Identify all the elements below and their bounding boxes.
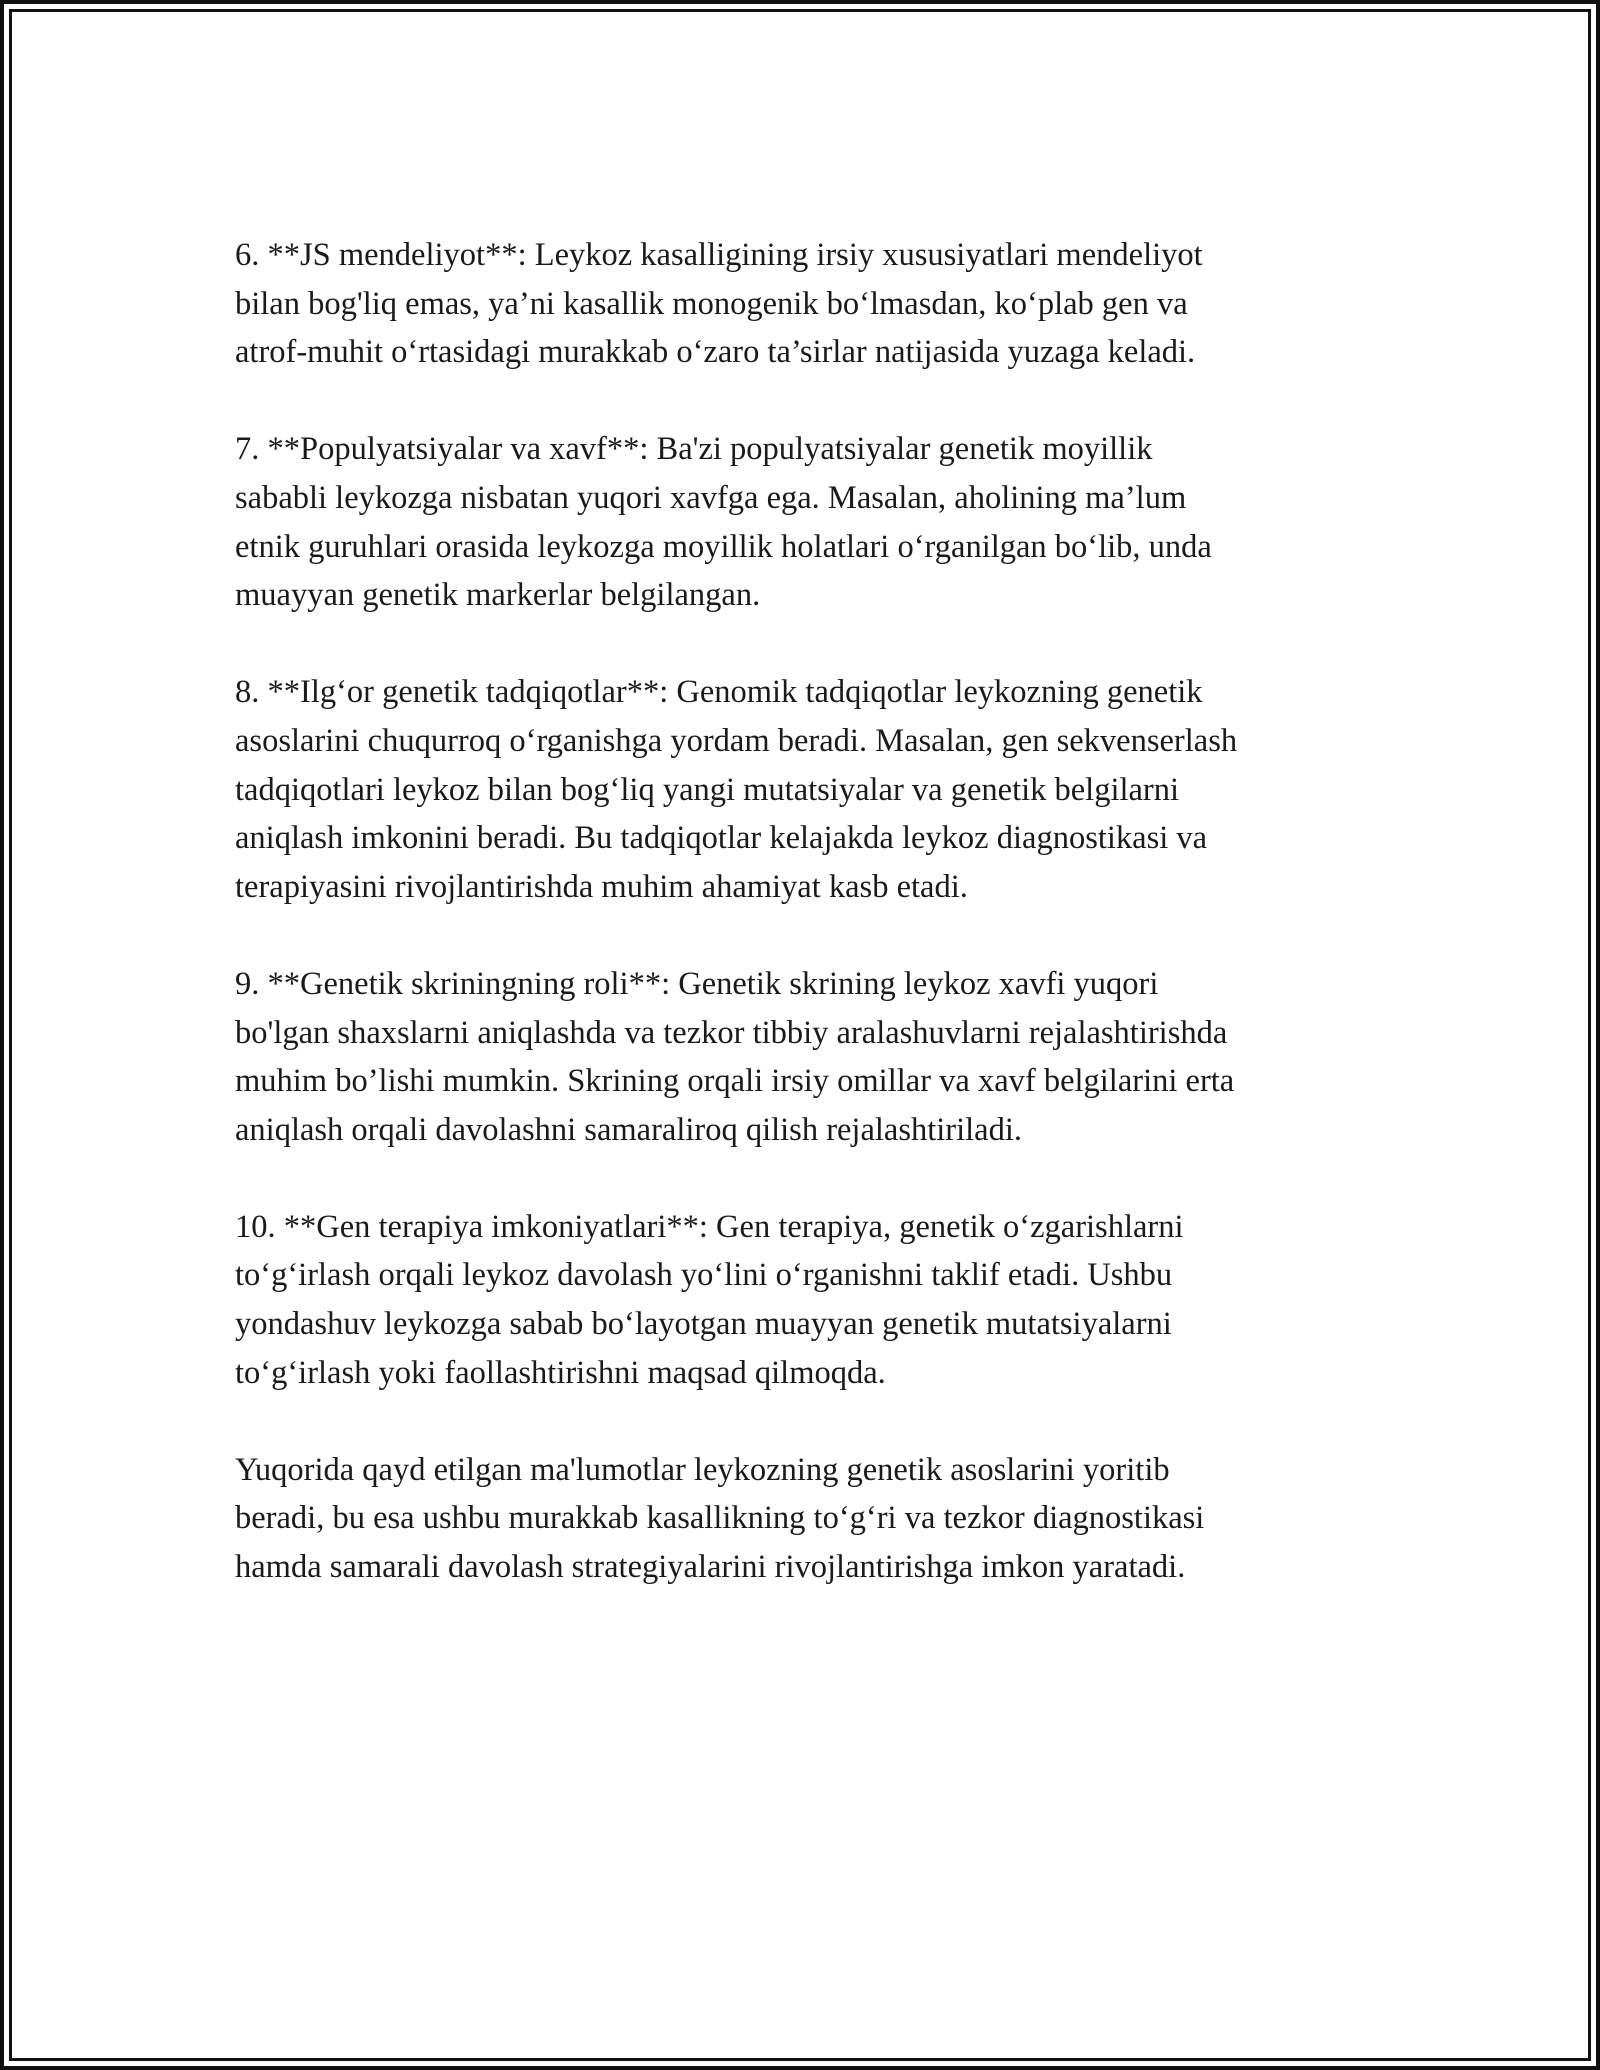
paragraph-item-8 [235,668,1395,911]
paragraph-item-10 [235,1203,1395,1397]
text-line: hamda samarali davolash strategiyalarini rivojlantirishga imkon yaratadi. [235,1549,1186,1586]
text-line: to‘g‘irlash yoki faollashtirishni maqsad qilmoqda. [235,1354,886,1391]
text-line: asoslarini chuqurroq o‘rganishga yordam beradi. Masalan, gen sekvenserlash [235,722,1238,759]
text-line: 7. **Populyatsiyalar va xavf**: Ba'zi populyatsiyalar genetik moyillik [235,431,1153,468]
paragraph-item-7 [235,425,1395,619]
text-line: etnik guruhlari orasida leykozga moyillik holatlari o‘rganilgan bo‘lib, unda [235,528,1212,565]
text-line: to‘g‘irlash orqali leykoz davolash yo‘lini o‘rganishni taklif etadi. Ushbu [235,1257,1173,1294]
text-line: sababli leykozga nisbatan yuqori xavfga ega. Masalan, aholining ma’lum [235,479,1187,516]
paragraph-conclusion [235,1446,1395,1592]
text-line: tadqiqotlari leykoz bilan bog‘liq yangi mutatsiyalar va genetik belgilarni [235,771,1180,808]
paragraph-item-9 [235,960,1395,1154]
text-line: beradi, bu esa ushbu murakkab kasallikning to‘g‘ri va tezkor diagnostikasi [235,1500,1205,1537]
text-line: muayyan genetik markerlar belgilangan. [235,577,761,614]
text-line: aniqlash imkonini beradi. Bu tadqiqotlar kelajakda leykoz diagnostikasi va [235,820,1208,857]
paragraph-item-6 [235,231,1395,377]
text-line: atrof-muhit o‘rtasidagi murakkab o‘zaro ta’sirlar natijasida yuzaga keladi. [235,334,1196,371]
text-line: bo'lgan shaxslarni aniqlashda va tezkor tibbiy aralashuvlarni rejalashtirishda [235,1014,1228,1051]
text-line: 10. **Gen terapiya imkoniyatlari**: Gen terapiya, genetik o‘zgarishlarni [235,1208,1184,1245]
text-line: Yuqorida qayd etilgan ma'lumotlar leykozning genetik asoslarini yoritib [235,1451,1170,1488]
text-line: 6. **JS mendeliyot**: Leykoz kasalligining irsiy xususiyatlari mendeliyot [235,237,1203,273]
text-line: 8. **Ilg‘or genetik tadqiqotlar**: Genomik tadqiqotlar leykozning genetik [235,674,1203,711]
text-line: 9. **Genetik skriningning roli**: Genetik skrining leykoz xavfi yuqori [235,965,1159,1002]
text-line: terapiyasini rivojlantirishda muhim ahamiyat kasb etadi. [235,868,968,905]
text-line: muhim bo’lishi mumkin. Skrining orqali irsiy omillar va xavf belgilarini erta [235,1063,1235,1100]
text-line: bilan bog'liq emas, ya’ni kasallik monogenik bo‘lmasdan, ko‘plab gen va [235,285,1188,322]
text-line: aniqlash orqali davolashni samaraliroq qilish rejalashtiriladi. [235,1111,1023,1148]
text-line: yondashuv leykozga sabab bo‘layotgan muayyan genetik mutatsiyalarni [235,1306,1172,1343]
document-body [235,231,1395,1640]
